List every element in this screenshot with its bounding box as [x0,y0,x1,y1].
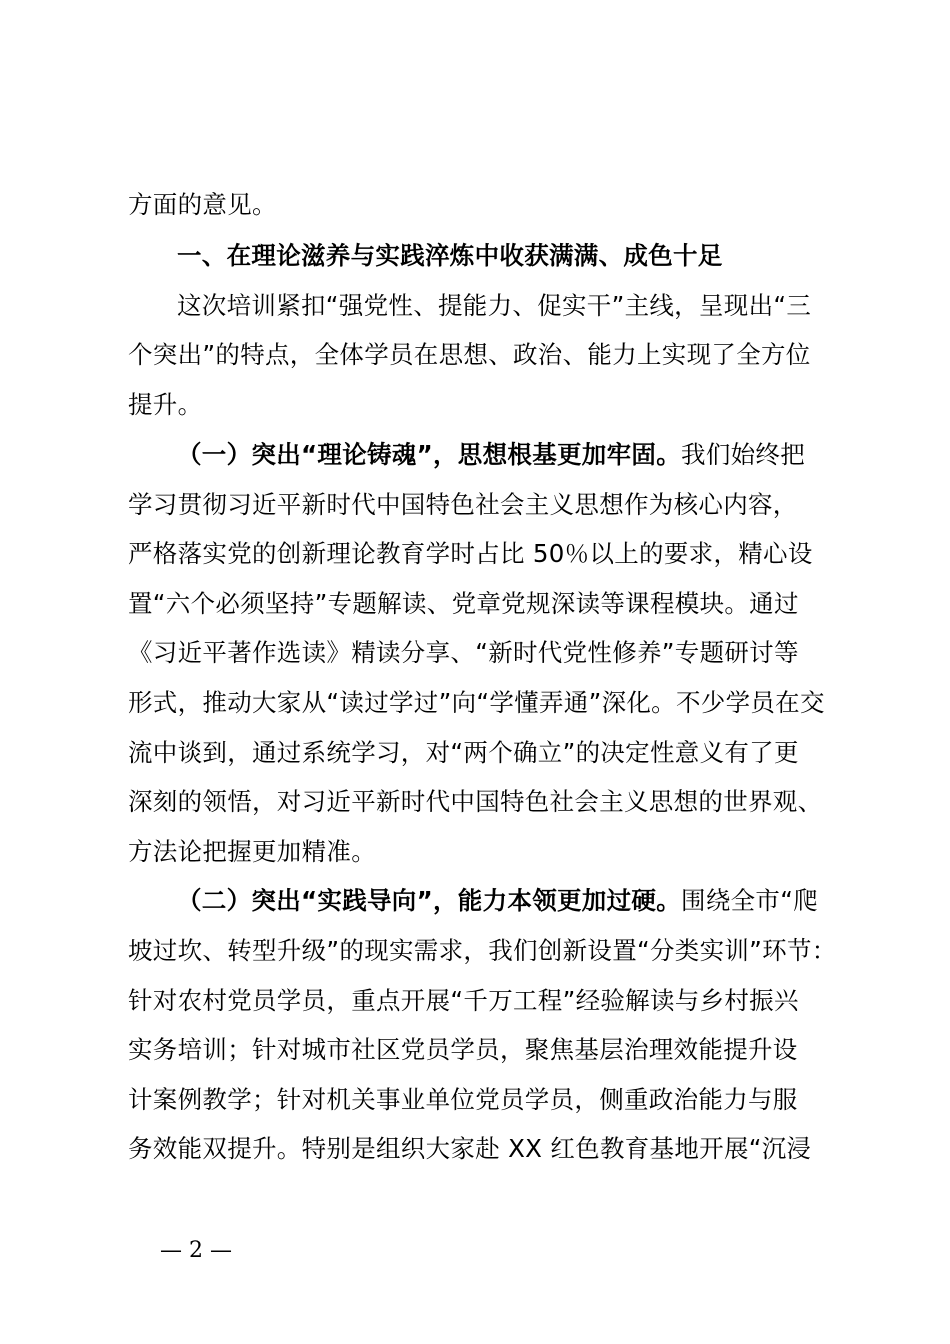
paragraph-line: 实务培训；针对城市社区党员学员，聚焦基层治理效能提升设 [128,1035,798,1064]
section-heading: 一、在理论滋养与实践淬炼中收获满满、成色十足 [177,241,723,270]
paragraph-text: 围绕全市“爬 [681,886,819,915]
paragraph-line: 形式，推动大家从“读过学过”向“学懂弄通”深化。不少学员在交 [128,688,825,717]
paragraph-line: 这次培训紧扣“强党性、提能力、促实干”主线，呈现出“三 [177,291,812,320]
subsection-line [177,886,897,916]
subsection-heading: （二）突出“实践导向”，能力本领更加过硬。 [177,886,682,915]
paragraph-line: 计案例教学；针对机关事业单位党员学员，侧重政治能力与服 [128,1085,798,1114]
subsection-heading: （一）突出“理论铸魂”，思想根基更加牢固。 [177,440,682,469]
paragraph-line: 方面的意见。 [128,190,277,219]
paragraph-line: 流中谈到，通过系统学习，对“两个确立”的决定性意义有了更 [128,738,799,767]
paragraph-line: 提升。 [128,390,203,419]
paragraph-line: 针对农村党员学员，重点开展“千万工程”经验解读与乡村振兴 [128,986,799,1015]
paragraph-text: 我们始终把 [681,440,806,469]
paragraph-line: 方法论把握更加精准。 [128,837,376,866]
paragraph-line: 坡过坎、转型升级”的现实需求，我们创新设置“分类实训”环节： [128,936,837,965]
paragraph-line: 深刻的领悟，对习近平新时代中国特色社会主义思想的世界观、 [128,787,823,816]
page-number: — 2 — [160,1238,232,1263]
paragraph-line: 《习近平著作选读》精读分享、“新时代党性修养”专题研讨等 [128,638,799,667]
subsection-line [177,440,897,470]
paragraph-line: 个突出”的特点，全体学员在思想、政治、能力上实现了全方位 [128,340,811,369]
paragraph-line: 严格落实党的创新理论教育学时占比 50％以上的要求，精心设 [128,539,813,568]
paragraph-line: 务效能双提升。特别是组织大家赴 XX 红色教育基地开展“沉浸 [128,1134,812,1163]
paragraph-line: 置“六个必须坚持”专题解读、党章党规深读等课程模块。通过 [128,589,799,618]
paragraph-line: 学习贯彻习近平新时代中国特色社会主义思想作为核心内容， [128,490,798,519]
